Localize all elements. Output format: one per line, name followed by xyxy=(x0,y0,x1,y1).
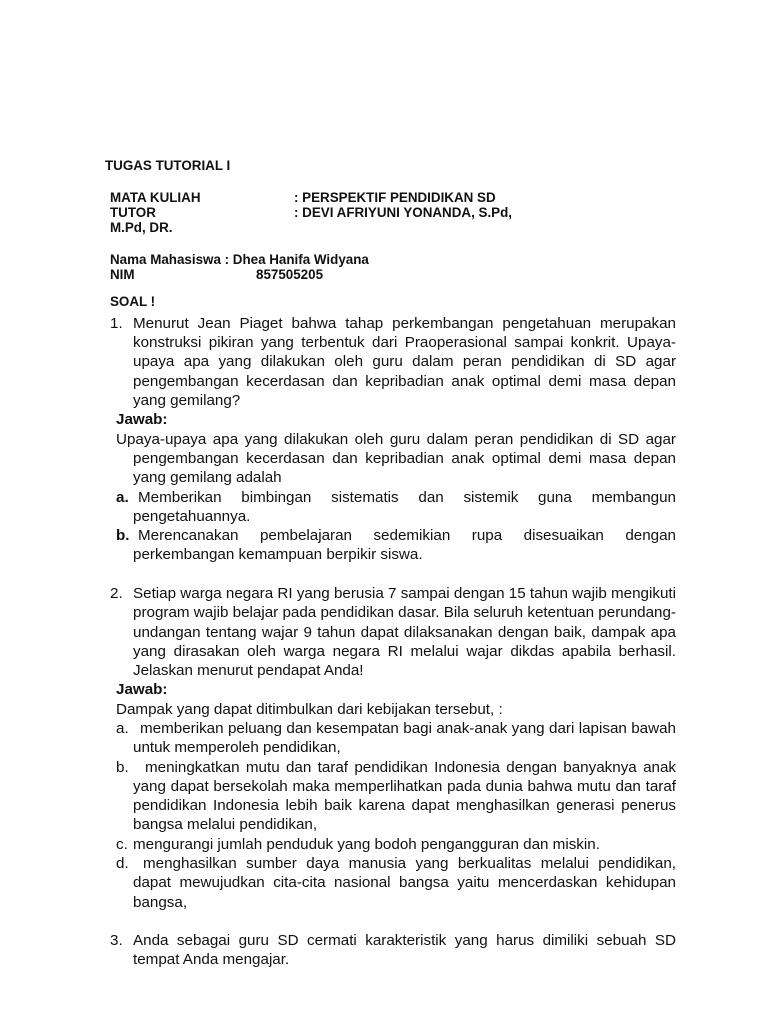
answer-1-line: Upaya-upaya apa yang dilakukan oleh guru dalam peran pendidikan di SD agar xyxy=(116,431,676,448)
answer-2-b-line: pendidikan Indonesia lebih baik karena dapat menghasilkan generasi penerus xyxy=(133,797,676,814)
question-1-line: yang gemilang? xyxy=(133,392,241,409)
answer-2-c-line: mengurangi jumlah penduduk yang bodoh pengangguran dan miskin. xyxy=(133,836,600,853)
answer-2-b-line: yang dapat bersekolah maka memperlihatkan pada dunia bahwa mutu dan taraf xyxy=(133,778,676,795)
question-1-line: pengembangan kecerdasan dan kepribadian anak optimal demi masa depan xyxy=(133,373,676,390)
answer-2-b-line: meningkatkan mutu dan taraf pendidikan Indonesia dengan banyaknya anak xyxy=(145,759,676,776)
question-1-line: upaya apa yang dilakukan oleh guru dalam peran pendidikan di SD agar xyxy=(133,353,676,370)
question-2-line: undangan tentang wajar 9 tahun dapat dilaksanakan dengan baik, dampak apa xyxy=(133,624,676,641)
answer-2-b-marker: b. xyxy=(116,759,129,776)
nim-label: NIM xyxy=(110,267,135,282)
question-3-line: tempat Anda mengajar. xyxy=(133,951,290,968)
answer-2-b-line: bangsa melalui pendidikan, xyxy=(133,816,318,833)
answer-1-b-marker: b. xyxy=(116,527,130,544)
answer-2-d-line: bangsa, xyxy=(133,894,188,911)
question-1-jawab: Jawab: xyxy=(116,411,168,428)
answer-1-line: pengembangan kecerdasan dan kepribadian anak optimal demi masa depan xyxy=(133,450,676,467)
answer-2-a-line: untuk memperoleh pendidikan, xyxy=(133,739,341,756)
nim-value: 857505205 xyxy=(256,267,324,282)
question-1-line: konstruksi pikiran yang terbentuk dari Praoperasional sampai konkrit. Upaya- xyxy=(133,334,676,351)
answer-1-b-line: Merencanakan pembelajaran sedemikian rupa disesuaikan dengan xyxy=(138,527,676,544)
answer-2-a-line: memberikan peluang dan kesempatan bagi anak-anak yang dari lapisan bawah xyxy=(140,720,676,737)
answer-2-intro: Dampak yang dapat ditimbulkan dari kebijakan tersebut, : xyxy=(116,701,503,718)
answer-2-d-line: dapat mewujudkan cita-cita nasional bangsa yaitu mencerdaskan kehidupan xyxy=(133,874,676,891)
question-2-number: 2. xyxy=(110,585,123,602)
answer-2-d-line: menghasilkan sumber daya manusia yang berkualitas melalui pendidikan, xyxy=(143,855,676,872)
question-1-line: Menurut Jean Piaget bahwa tahap perkembangan pengetahuan merupakan xyxy=(133,315,676,332)
question-2-line: Setiap warga negara RI yang berusia 7 sampai dengan 15 tahun wajib mengikuti xyxy=(133,585,676,602)
answer-2-d-marker: d. xyxy=(116,855,129,872)
answer-2-a-marker: a. xyxy=(116,720,129,737)
answer-2-c-marker: c. xyxy=(116,836,128,853)
answer-1-line: yang gemilang adalah xyxy=(133,469,282,486)
mata-kuliah-value: : PERSPEKTIF PENDIDIKAN SD xyxy=(294,190,496,205)
answer-1-a-line: pengetahuannya. xyxy=(133,508,251,525)
mata-kuliah-label: MATA KULIAH xyxy=(110,190,201,205)
tutor-label: TUTOR xyxy=(110,205,156,220)
soal-heading: SOAL ! xyxy=(110,294,156,309)
question-2-line: program wajib belajar pada pendidikan dasar. Bila seluruh ketentuan perundang- xyxy=(133,604,676,621)
document-title: TUGAS TUTORIAL I xyxy=(105,158,231,173)
answer-1-b-line: perkembangan kemampuan berpikir siswa. xyxy=(133,546,423,563)
question-2-line: yang dirasakan oleh warga negara RI melalui wajar dikdas apabila berhasil. xyxy=(133,643,676,660)
question-3-line: Anda sebagai guru SD cermati karakteristik yang harus dimiliki sebuah SD xyxy=(133,932,676,949)
tutor-value: : DEVI AFRIYUNI YONANDA, S.Pd, xyxy=(294,205,512,220)
question-2-jawab: Jawab: xyxy=(116,681,168,698)
question-1-number: 1. xyxy=(110,315,123,332)
answer-1-a-marker: a. xyxy=(116,489,129,506)
question-3-number: 3. xyxy=(110,932,123,949)
student-name: Nama Mahasiswa : Dhea Hanifa Widyana xyxy=(110,252,369,267)
question-2-line: Jelaskan menurut pendapat Anda! xyxy=(133,662,364,679)
tutor-value-continued: M.Pd, DR. xyxy=(110,220,173,235)
answer-1-a-line: Memberikan bimbingan sistematis dan sistemik guna membangun xyxy=(138,489,676,506)
